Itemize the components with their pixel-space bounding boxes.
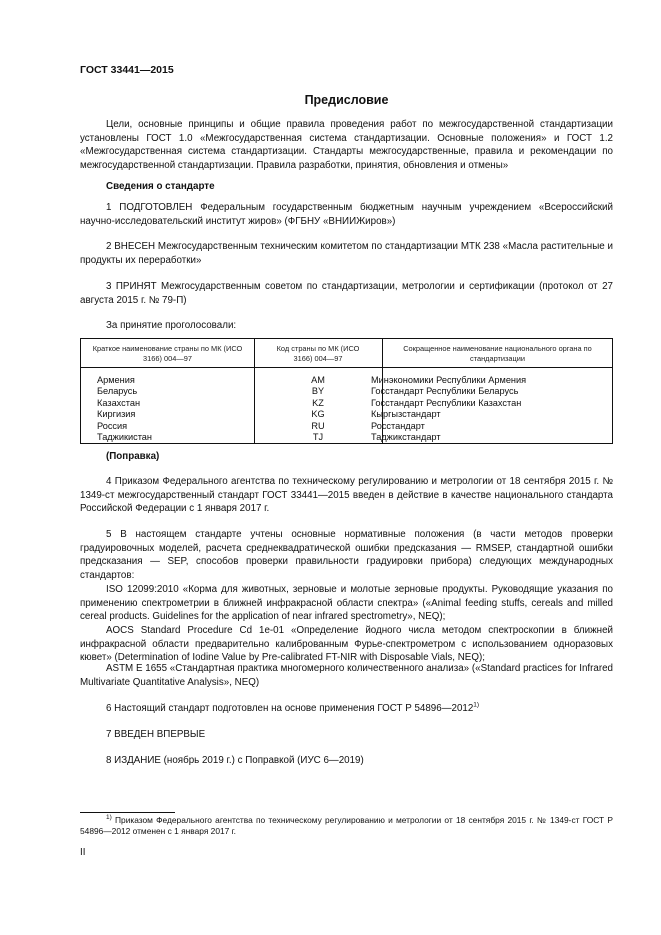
agency-cell: Кыргызстандарт xyxy=(371,409,441,420)
table-header-country: Краткое наименование страны по МК (ИСО 3166) 004—97 xyxy=(92,344,243,363)
intro-paragraph: Цели, основные принципы и общие правила проведения работ по межгосударственной стандартизации установлены ГОСТ 1.0 «Межгосударственная система стандартизации. Основные положения» и ГОСТ 1.2 «Межгосударственная система стандартизации. Стандарты межгосударственные, правила и рекомендации по межгосударственной стандартизации. Правила разработки, принятия, обновления и отмены» xyxy=(80,119,613,171)
code-cell: AM xyxy=(311,375,325,385)
table-row xyxy=(81,432,612,443)
standard-iso: ISO 12099:2010 «Корма для животных, зерновые и молотые зерновые продукты. Руководящие указания по применению спектрометрии в ближней инфракрасной области спектра» («Animal feeding stuffs, cereals and milled cereal products. Guidelines for the application of near infrared spectrometry», NEQ); xyxy=(80,584,613,623)
standard-aocs: AOCS Standard Procedure Cd 1e-01 «Определение йодного числа методом спектроскопии в ближней инфракрасной области предварительно калиброванным Фурье-спектрометром с использованием одноразовых кювет» (Determination of Iodine Value by Pre-calibrated FT-NIR with Disposable Vials, NEQ); xyxy=(80,625,613,664)
item-3: 3 ПРИНЯТ Межгосударственным советом по стандартизации, метрологии и сертификации (протокол от 27 августа 2015 г. № 79-П) xyxy=(80,281,613,306)
standard-astm: ASTM E 1655 «Стандартная практика многомерного количественного анализа» («Standard practices for Infrared Multivariate Quantitative Analysis», NEQ) xyxy=(80,663,613,688)
correction-label: (Поправка) xyxy=(106,451,160,462)
country-cell: Таджикистан xyxy=(97,432,152,442)
voted-label: За принятие проголосовали: xyxy=(106,320,237,331)
country-cell: Казахстан xyxy=(97,397,141,408)
table-header-code: Код страны по МК (ИСО 3166) 004—97 xyxy=(276,344,360,363)
code-cell: RU xyxy=(311,420,325,431)
item-1: 1 ПОДГОТОВЛЕН Федеральным государственным бюджетным научным учреждением «Всероссийский научно-исследовательский институт жиров» (ФГБНУ «ВНИИЖиров») xyxy=(80,202,613,227)
footnote-mark: 1) xyxy=(106,814,112,822)
table-row xyxy=(81,409,612,420)
code-cell: KG xyxy=(311,409,325,420)
item-6 xyxy=(80,702,613,716)
agency-cell: Госстандарт Республики Казахстан xyxy=(371,397,522,408)
country-cell: Киргизия xyxy=(97,409,136,420)
page-title: Предисловие xyxy=(304,93,389,107)
country-cell: Армения xyxy=(97,375,135,385)
country-cell: Беларусь xyxy=(97,386,138,397)
voting-table xyxy=(80,338,613,444)
footnote-text: Приказом Федерального агентства по техническому регулированию и метрологии от 18 сентября 2015 г. № 1349-ст ГОСТ Р 54896—2012 отменен с 1 января 2017 г. xyxy=(80,815,613,837)
code-cell: KZ xyxy=(312,397,324,408)
page-number: II xyxy=(80,847,86,858)
table-header-agency: Сокращенное наименование национального органа по стандартизации xyxy=(403,344,592,363)
table-row xyxy=(81,386,612,397)
footnote-ref: 1) xyxy=(473,701,480,709)
table-row xyxy=(81,375,612,386)
item-7: 7 ВВЕДЕН ВПЕРВЫЕ xyxy=(106,729,206,740)
item-5: 5 В настоящем стандарте учтены основные нормативные положения (в части методов проверки градуировочных моделей, расчета среднеквадратической ошибки предсказания — RMSEP, стандартной ошибки предсказания — SEP, способов проверки правильности градуировки прибора) следующих международных стандартов: xyxy=(80,529,613,581)
agency-cell: Росстандарт xyxy=(371,420,425,431)
table-row xyxy=(81,421,612,432)
document-header: ГОСТ 33441—2015 xyxy=(80,64,174,76)
info-heading: Сведения о стандарте xyxy=(106,181,215,192)
footnote-divider xyxy=(80,812,175,813)
country-cell: Россия xyxy=(97,420,128,431)
code-cell: TJ xyxy=(312,432,324,442)
agency-cell: Таджикстандарт xyxy=(371,432,441,442)
item-4: 4 Приказом Федерального агентства по техническому регулированию и метрологии от 18 сентября 2015 г. № 1349-ст межгосударственный стандарт ГОСТ 33441—2015 введен в действие в качестве национального стандарта Российской Федерации с 1 января 2017 г. xyxy=(80,476,613,515)
item-8: 8 ИЗДАНИЕ (ноябрь 2019 г.) с Поправкой (ИУС 6—2019) xyxy=(106,755,364,766)
item-2: 2 ВНЕСЕН Межгосударственным техническим комитетом по стандартизации МТК 238 «Масла растительные и продукты их переработки» xyxy=(80,241,613,266)
footnote xyxy=(80,815,613,838)
item-6-text: 6 Настоящий стандарт подготовлен на основе применения ГОСТ Р 54896—2012 xyxy=(106,703,474,714)
code-cell: BY xyxy=(311,386,325,397)
table-row xyxy=(81,398,612,409)
agency-cell: Госстандарт Республики Беларусь xyxy=(371,386,519,397)
agency-cell: Минэкономики Республики Армения xyxy=(371,375,527,385)
